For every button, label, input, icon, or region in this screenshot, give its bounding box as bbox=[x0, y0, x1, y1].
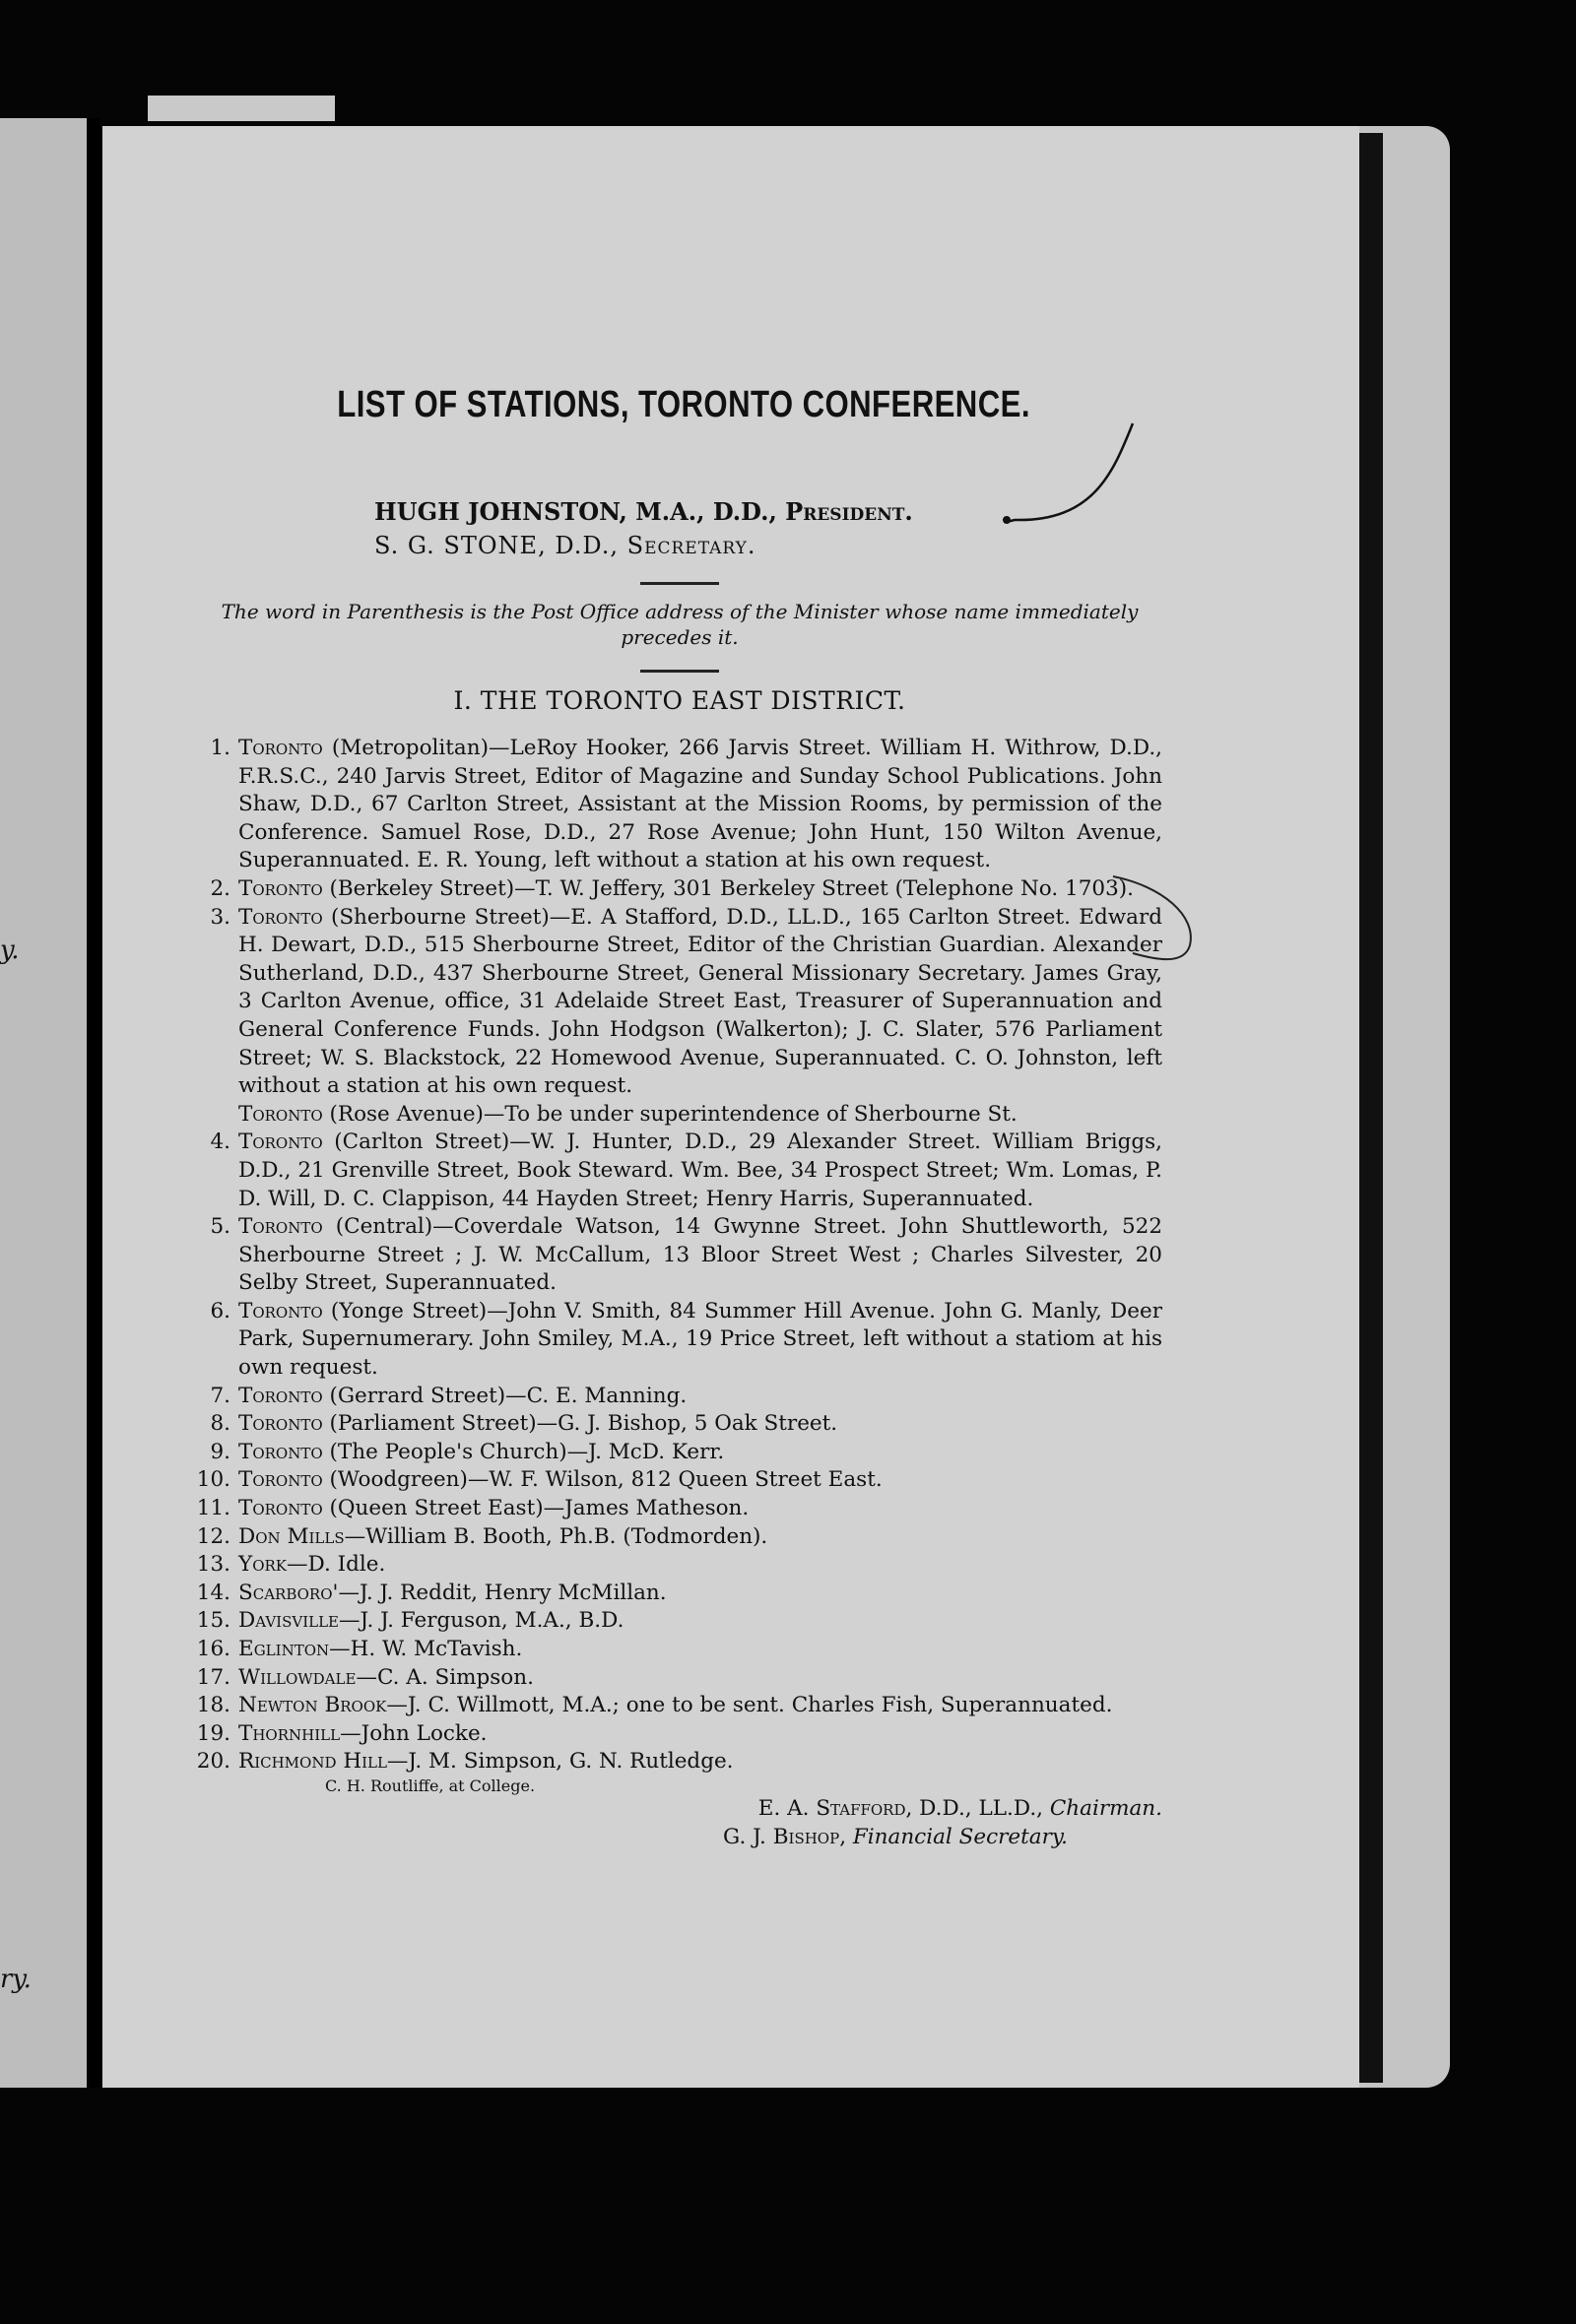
station-entry bbox=[197, 1129, 1162, 1213]
station-details: —William B. Booth, Ph.B. (Todmorden). bbox=[344, 1523, 768, 1549]
signature-degree: D.D., LL.D., bbox=[912, 1795, 1043, 1821]
station-name: Toronto bbox=[238, 875, 323, 901]
station-details: (Rose Avenue)—To be under superintendence of Sherbourne St. bbox=[322, 1101, 1018, 1127]
entry-number: 10. bbox=[196, 1467, 230, 1493]
entry-number: 3. bbox=[210, 904, 230, 930]
entry-number: 9. bbox=[210, 1439, 230, 1464]
page-content bbox=[197, 384, 1162, 1851]
signature-chairman bbox=[197, 1795, 1162, 1824]
station-name: Davisville bbox=[238, 1608, 339, 1634]
station-details: (The People's Church)—J. McD. Kerr. bbox=[322, 1439, 725, 1464]
station-details: (Carlton Street)—W. J. Hunter, D.D., 29 Alexander Street. William Briggs, D.D., 21 Grenville Street, Book Steward. Wm. Bee, 34 Prospect Street; Wm. Lomas, P. D. Will, D. C. Clappison, 44 Hayden Street; Henry Harris, Superannuated. bbox=[238, 1130, 1162, 1211]
entry-number: 7. bbox=[210, 1383, 230, 1408]
parenthesis-note: The word in Parenthesis is the Post Office address of the Minister whose name immediately precedes it. bbox=[221, 600, 1139, 649]
station-name: Richmond Hill bbox=[238, 1749, 387, 1775]
book-spine bbox=[89, 118, 100, 2088]
station-name: Scarboro' bbox=[238, 1580, 339, 1605]
station-details: (Sherbourne Street)—E. A Stafford, D.D., LL.D., 165 Carlton Street. Edward H. Dewart, D.D., 515 Sherbourne Street, Editor of the Christian Guardian. Alexander Sutherland, D.D., 437 Sherbourne Street, General Missionary Secretary. James Gray, 3 Carlton Avenue, office, 31 Adelaide Street East, Treasurer of Superannuation and General Conference Funds. John Hodgson (Walkerton); J. C. Slater, 576 Parliament Street; W. S. Blackstock, 22 Homewood Avenue, Superannuated. C. O. Johnston, left without a station at his own request. bbox=[238, 904, 1162, 1099]
station-details: (Central)—Coverdale Watson, 14 Gwynne Street. John Shuttleworth, 522 Sherbourne Street ; J. W. McCallum, 13 Bloor Street West ; Charles Silvester, 20 Selby Street, Superannuated. bbox=[238, 1214, 1162, 1296]
left-page-fragment bbox=[0, 118, 87, 2088]
station-entry bbox=[197, 1383, 1162, 1411]
station-entry bbox=[197, 1523, 1162, 1552]
entry-number: 19. bbox=[196, 1720, 230, 1746]
station-entry bbox=[197, 904, 1162, 1101]
station-entry bbox=[197, 1607, 1162, 1636]
left-page-text: ry. bbox=[0, 1965, 32, 1994]
station-name: Toronto bbox=[238, 1439, 323, 1464]
station-entry bbox=[197, 1551, 1162, 1580]
handwritten-mark bbox=[985, 414, 1212, 542]
handwritten-bracket bbox=[1103, 867, 1212, 975]
station-entry bbox=[197, 1495, 1162, 1523]
station-name: Toronto bbox=[238, 904, 323, 930]
station-entry bbox=[197, 1692, 1162, 1720]
secretary-name: S. G. STONE, D.D., bbox=[374, 532, 619, 559]
station-entry bbox=[197, 1439, 1162, 1467]
station-details: (Metropolitan)—LeRoy Hooker, 266 Jarvis Street. William H. Withrow, D.D., F.R.S.C., 240 Jarvis Street, Editor of Magazine and Sunday School Publications. John Shaw, D.D., 67 Carlton Street, Assistant at the Mission Rooms, by permission of the Conference. Samuel Rose, D.D., 27 Rose Avenue; John Hunt, 150 Wilton Avenue, Superannuated. E. R. Young, left without a station at his own request. bbox=[238, 736, 1162, 873]
station-details: —J. J. Ferguson, M.A., B.D. bbox=[339, 1608, 624, 1634]
entry-number: 16. bbox=[196, 1637, 230, 1661]
entry-number: 13. bbox=[196, 1552, 230, 1578]
station-name: Willowdale bbox=[238, 1664, 357, 1690]
signature-secretary bbox=[197, 1824, 1162, 1852]
station-name: Thornhill bbox=[238, 1720, 341, 1746]
entry-number: 12. bbox=[196, 1523, 230, 1549]
entry-number: 2. bbox=[210, 875, 230, 901]
station-details: (Gerrard Street)—C. E. Manning. bbox=[322, 1383, 688, 1408]
entry-number: 20. bbox=[196, 1749, 230, 1775]
station-entry bbox=[197, 1720, 1162, 1749]
entry-number: 14. bbox=[196, 1580, 230, 1605]
station-name: Newton Brook bbox=[238, 1693, 387, 1718]
station-name: Eglinton bbox=[238, 1637, 330, 1661]
district-heading: I. THE TORONTO EAST DISTRICT. bbox=[453, 686, 906, 715]
station-details: (Woodgreen)—W. F. Wilson, 812 Queen Street East. bbox=[322, 1467, 883, 1493]
station-details: (Berkeley Street)—T. W. Jeffery, 301 Berkeley Street (Telephone No. 1703). bbox=[322, 875, 1134, 901]
station-entry bbox=[197, 1748, 1162, 1776]
signature-name: G. J. Bishop, bbox=[723, 1824, 847, 1849]
station-details: —C. A. Simpson. bbox=[356, 1664, 534, 1690]
station-entry bbox=[197, 1213, 1162, 1298]
station-details: —J. J. Reddit, Henry McMillan. bbox=[338, 1580, 667, 1605]
station-name: Toronto bbox=[238, 1496, 323, 1521]
station-list bbox=[197, 735, 1162, 1776]
station-name: Toronto bbox=[238, 1298, 323, 1323]
station-details: —D. Idle. bbox=[287, 1552, 386, 1578]
divider bbox=[640, 582, 719, 585]
station-entry bbox=[197, 1101, 1162, 1130]
station-entry bbox=[197, 1664, 1162, 1693]
signature-name: E. A. Stafford, bbox=[757, 1795, 913, 1821]
station-details: (Yonge Street)—John V. Smith, 84 Summer Hill Avenue. John G. Manly, Deer Park, Supernumerary. John Smiley, M.A., 19 Price Street, left without a statiom at his own request. bbox=[238, 1298, 1162, 1381]
station-entry bbox=[197, 875, 1162, 904]
entry-number: 18. bbox=[196, 1693, 230, 1718]
station-details: —J. C. Willmott, M.A.; one to be sent. Charles Fish, Superannuated. bbox=[386, 1693, 1113, 1718]
page-edge-shadow bbox=[1359, 133, 1383, 2083]
divider bbox=[640, 670, 719, 673]
station-entry bbox=[197, 1580, 1162, 1608]
station-name: Toronto bbox=[238, 1467, 323, 1493]
station-details: (Parliament Street)—G. J. Bishop, 5 Oak Street. bbox=[322, 1411, 838, 1437]
station-entry bbox=[197, 1636, 1162, 1664]
entry-number: 6. bbox=[210, 1298, 230, 1323]
entry-number: 1. bbox=[210, 736, 230, 760]
secretary-role: Secretary. bbox=[626, 532, 756, 559]
station-name: Toronto bbox=[238, 1383, 323, 1408]
station-name: Toronto bbox=[238, 1130, 323, 1155]
station-details: —J. M. Simpson, G. N. Rutledge. bbox=[386, 1749, 734, 1775]
signature-role: Financial Secretary. bbox=[846, 1824, 1068, 1849]
entry-number: 17. bbox=[196, 1664, 230, 1690]
station-details: —H. W. McTavish. bbox=[329, 1637, 523, 1661]
college-note: C. H. Routliffe, at College. bbox=[325, 1775, 536, 1795]
page-tab bbox=[148, 96, 335, 121]
station-name: Don Mills bbox=[238, 1523, 345, 1549]
station-name: Toronto bbox=[238, 736, 323, 760]
station-details: —John Locke. bbox=[340, 1720, 488, 1746]
signature-role: Chairman. bbox=[1043, 1795, 1162, 1821]
station-name: Toronto bbox=[238, 1411, 323, 1437]
entry-number: 5. bbox=[210, 1214, 230, 1240]
station-entry bbox=[197, 1410, 1162, 1439]
station-name: York bbox=[238, 1552, 287, 1578]
station-entry bbox=[197, 735, 1162, 875]
station-entry bbox=[197, 1466, 1162, 1495]
station-name: Toronto bbox=[238, 1214, 323, 1240]
page-title: LIST OF STATIONS, TORONTO CONFERENCE. bbox=[337, 384, 1030, 425]
president-name: HUGH JOHNSTON, M.A., D.D., bbox=[374, 497, 777, 526]
entry-number: 8. bbox=[210, 1411, 230, 1437]
left-page-text: y. bbox=[0, 936, 20, 965]
entry-number: 4. bbox=[210, 1130, 230, 1155]
station-details: (Queen Street East)—James Matheson. bbox=[322, 1496, 750, 1521]
entry-number: 11. bbox=[196, 1496, 230, 1521]
station-name: Toronto bbox=[238, 1101, 323, 1127]
president-role: President. bbox=[785, 497, 913, 526]
station-entry bbox=[197, 1298, 1162, 1383]
entry-number: 15. bbox=[196, 1608, 230, 1634]
